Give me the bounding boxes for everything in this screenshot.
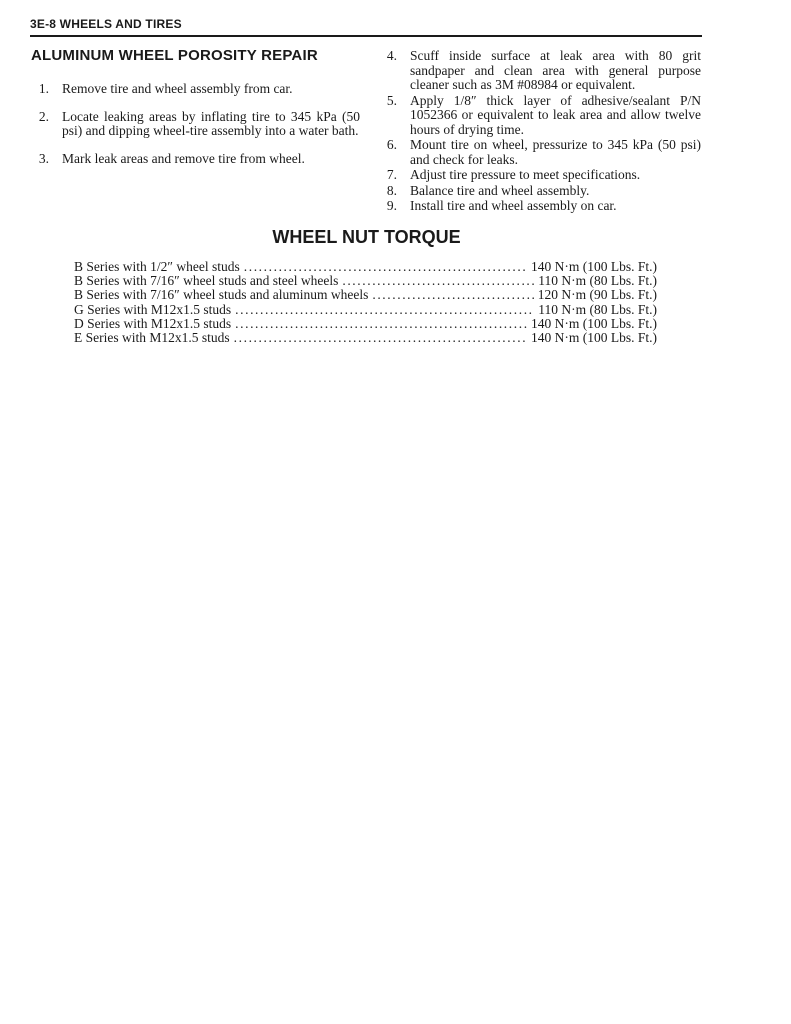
- page-header-title: 3E-8 WHEELS AND TIRES: [30, 17, 182, 31]
- torque-spec-table: [74, 260, 657, 345]
- step-item: [30, 82, 360, 97]
- torque-row: [74, 288, 657, 302]
- torque-row: [74, 260, 657, 274]
- step-text: Locate leaking areas by inflating tire to 345 kPa (50 psi) and dipping wheel-tire assembly into a water bath.: [62, 108, 360, 138]
- torque-row-label: E Series with M12x1.5 studs: [74, 330, 230, 346]
- step-text: Install tire and wheel assembly on car.: [410, 198, 617, 213]
- torque-row-label: D Series with M12x1.5 studs: [74, 315, 232, 331]
- step-text: Adjust tire pressure to meet specifications.: [410, 167, 641, 182]
- step-item: [30, 110, 360, 139]
- porosity-steps-right: [378, 49, 701, 215]
- torque-row-label: B Series with 1/2″ wheel studs: [74, 259, 240, 274]
- torque-row-value: 110 N·m (80 Lbs. Ft.): [538, 273, 657, 289]
- torque-row: [74, 303, 657, 317]
- step-text: Apply 1/8″ thick layer of adhesive/sealant P/N 1052366 or equivalent to leak area and allow twelve hours of drying time.: [410, 92, 701, 137]
- step-number: 2.: [38, 108, 49, 124]
- torque-row-label: B Series with 7/16″ wheel studs and steel wheels: [74, 273, 339, 289]
- torque-row-value: 140 N·m (100 Lbs. Ft.): [531, 315, 657, 331]
- step-text: Mount tire on wheel, pressurize to 345 kPa (50 psi) and check for leaks.: [410, 137, 701, 167]
- step-number: 6.: [386, 137, 397, 152]
- step-number: 9.: [386, 198, 397, 213]
- page-header: [30, 15, 702, 37]
- step-item: [30, 152, 360, 167]
- step-text: Balance tire and wheel assembly.: [410, 182, 590, 198]
- dot-leader: [235, 303, 534, 317]
- step-text: Remove tire and wheel assembly from car.: [62, 81, 293, 96]
- step-item: [378, 49, 701, 93]
- torque-row: [74, 317, 657, 331]
- torque-row: [74, 274, 657, 288]
- step-text: Mark leak areas and remove tire from wheel.: [62, 150, 305, 166]
- torque-row-value: 120 N·m (90 Lbs. Ft.): [537, 287, 657, 303]
- step-item: [378, 199, 701, 214]
- dot-leader: [342, 274, 534, 288]
- step-text: Scuff inside surface at leak area with 80 grit sandpaper and clean area with general purpose cleaner such as 3M #08984 or equivalent.: [410, 48, 701, 92]
- step-item: [378, 184, 701, 199]
- torque-row: [74, 331, 657, 345]
- torque-row-value: 110 N·m (80 Lbs. Ft.): [538, 301, 657, 317]
- step-item: [378, 94, 701, 138]
- step-item: [378, 168, 701, 183]
- step-number: 4.: [386, 48, 397, 63]
- step-number: 5.: [386, 92, 397, 108]
- torque-row-value: 140 N·m (100 Lbs. Ft.): [531, 259, 657, 274]
- step-item: [378, 138, 701, 167]
- porosity-repair-title: ALUMINUM WHEEL POROSITY REPAIR: [31, 47, 318, 64]
- step-number: 8.: [386, 182, 397, 198]
- step-number: 3.: [38, 150, 49, 166]
- porosity-steps-left: [30, 82, 360, 179]
- dot-leader: [235, 317, 527, 331]
- torque-row-label: G Series with M12x1.5 studs: [74, 301, 232, 317]
- torque-row-label: B Series with 7/16″ wheel studs and aluminum wheels: [74, 287, 369, 303]
- step-number: 1.: [38, 81, 49, 96]
- step-number: 7.: [386, 167, 397, 182]
- wheel-nut-torque-title: WHEEL NUT TORQUE: [272, 227, 461, 247]
- dot-leader: [234, 331, 527, 345]
- dot-leader: [244, 260, 527, 274]
- dot-leader: [372, 288, 533, 302]
- torque-row-value: 140 N·m (100 Lbs. Ft.): [531, 330, 657, 346]
